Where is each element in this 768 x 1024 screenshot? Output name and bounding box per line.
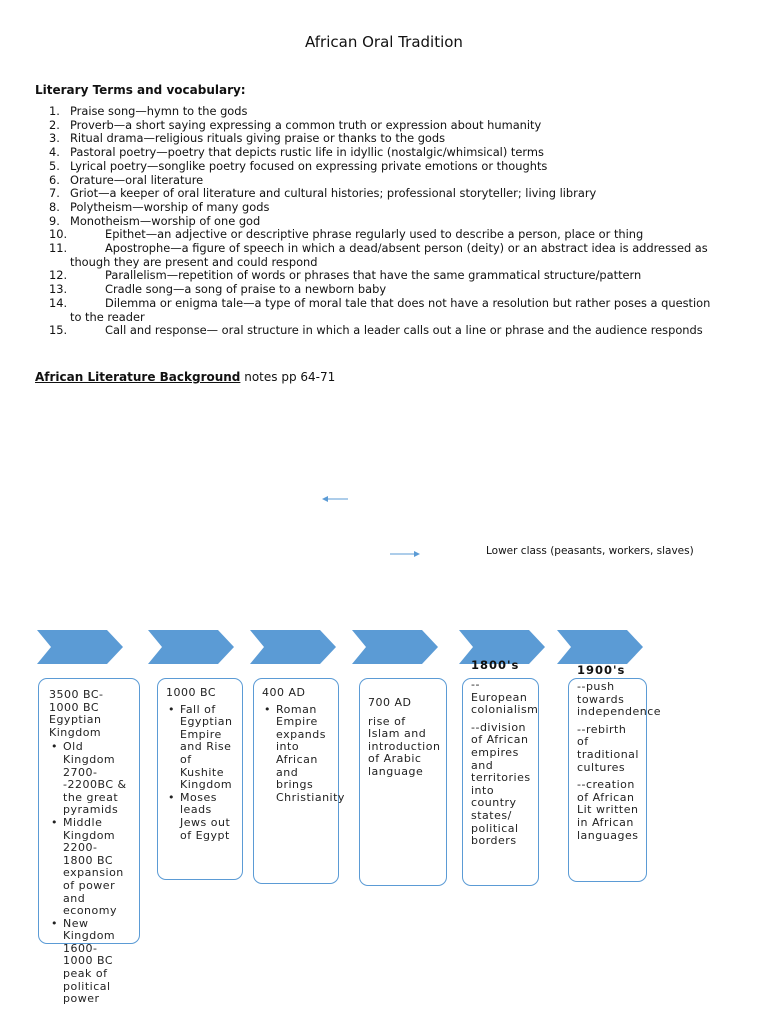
era-label-1800s: 1800's — [471, 658, 520, 672]
term-item: 6. Orature—oral literature — [49, 172, 204, 187]
background-notes: notes pp 64-71 — [240, 370, 336, 384]
lower-class-label: Lower class (peasants, workers, slaves) — [486, 545, 694, 557]
term-item: 3. Ritual drama—religious rituals giving praise or thanks to the gods — [49, 131, 446, 146]
terms-list — [35, 105, 735, 338]
term-item: 1. Praise song—hymn to the gods — [49, 104, 248, 118]
list-item: • Fall of Egyptian Empire and Rise of Kushite Kingdom — [180, 704, 236, 792]
box-text: rise of Islam and introduction of Arabic language — [368, 714, 441, 778]
term-item: 15. Call and response— oral structure in which a leader calls out a line or phrase and the audience responds — [49, 323, 703, 338]
terms-subheading: Literary Terms and vocabulary: — [35, 83, 246, 97]
box-text: --European colonialism — [471, 678, 539, 717]
page-title: African Oral Tradition — [305, 33, 463, 51]
left-arrow-icon — [322, 494, 348, 504]
term-item: 11. Apostrophe—a figure of speech in which a dead/absent person (deity) or an abstract idea is addressed as though they are present and could respond — [49, 241, 708, 269]
term-item: 9. Monotheism—worship of one god — [49, 213, 261, 228]
term-item: 4. Pastoral poetry—poetry that depicts rustic life in idyllic (nostalgic/whimsical) terms — [49, 145, 544, 160]
box-heading: 400 AD — [262, 686, 306, 699]
timeline-box-1000bc — [157, 678, 243, 880]
background-heading — [35, 370, 335, 384]
background-title: African Literature Background — [35, 370, 241, 384]
timeline-box-1900s — [568, 678, 662, 882]
term-item: 7. Griot—a keeper of oral literature and cultural histories; professional storyteller; living library — [49, 186, 597, 201]
box-text: --creation of African Lit written in African languages — [577, 778, 639, 842]
timeline-box-1800s — [462, 678, 539, 886]
list-item: • Roman Empire expands into African and brings Christianity — [276, 704, 332, 805]
box-text: --push towards independence — [577, 680, 662, 719]
box-heading: 700 AD — [368, 696, 412, 709]
box-heading: 1000 BC — [166, 686, 217, 699]
term-item: 12. Parallelism—repetition of words or phrases that have the same grammatical structure/pattern — [49, 268, 642, 283]
term-item: 10. Epithet—an adjective or descriptive phrase regularly used to describe a person, place or thing — [49, 227, 644, 242]
era-label-1900s: 1900's — [577, 663, 626, 677]
right-arrow-icon — [390, 549, 420, 559]
timeline-box-egyptian-kingdom — [38, 678, 140, 1006]
timeline-chevron-icon — [557, 630, 643, 664]
list-item: • Moses leads Jews out of Egypt — [180, 792, 236, 842]
list-item: • Middle Kingdom 2200-1800 BC expansion of power and economy — [63, 817, 127, 918]
term-item: 14. Dilemma or enigma tale—a type of moral tale that does not have a resolution but rather poses a question to the reader — [49, 295, 711, 324]
timeline-chevron-icon — [352, 630, 438, 664]
box-heading: 3500 BC-1000 BC Egyptian Kingdom — [49, 688, 104, 739]
list-item: • New Kingdom 1600-1000 BC peak of political power — [63, 918, 127, 1006]
term-item: 2. Proverb—a short saying expressing a common truth or expression about humanity — [49, 117, 542, 132]
timeline-box-700ad — [359, 678, 447, 886]
term-item: 8. Polytheism—worship of many gods — [49, 199, 270, 214]
box-text: --division of African empires and territories into country states/ political borders — [471, 720, 531, 848]
timeline-chevron-icon — [250, 630, 336, 664]
term-item: 13. Cradle song—a song of praise to a newborn baby — [49, 282, 387, 297]
list-item: • Old Kingdom 2700--2200BC & the great pyramids — [63, 741, 127, 817]
timeline-chevron-icon — [148, 630, 234, 664]
term-item: 5. Lyrical poetry—songlike poetry focused on expressing private emotions or thoughts — [49, 158, 548, 173]
timeline-chevron-icon — [37, 630, 123, 664]
timeline-box-400ad — [253, 678, 345, 884]
box-text: --rebirth of traditional cultures — [577, 722, 639, 774]
